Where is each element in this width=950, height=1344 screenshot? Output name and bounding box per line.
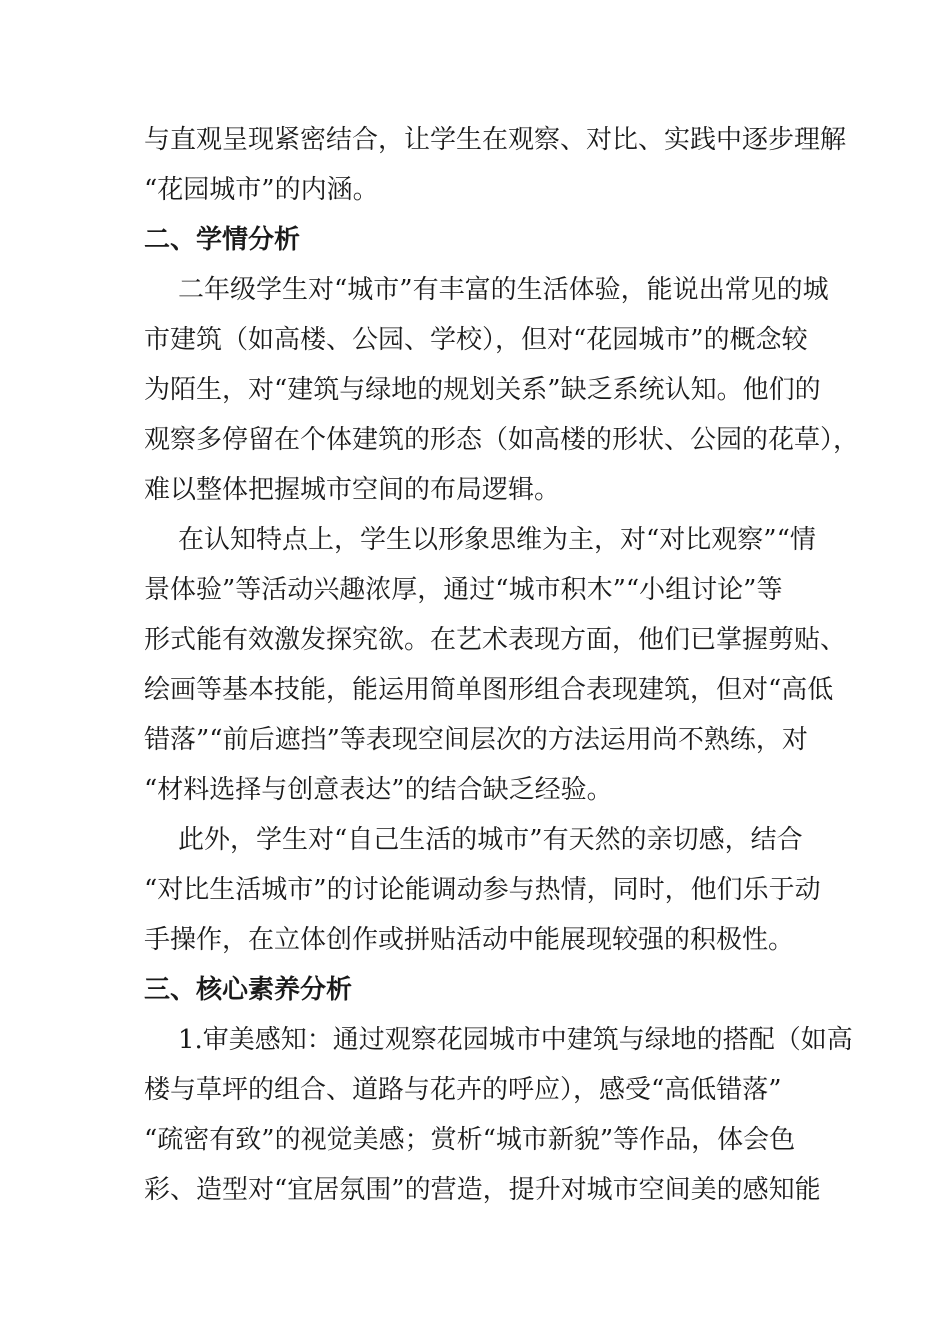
paragraph-line: 二年级学生对“城市”有丰富的生活体验，能说出常见的城 xyxy=(178,275,829,305)
paragraph-line: “材料选择与创意表达”的结合缺乏经验。 xyxy=(144,775,613,805)
paragraph-line: “对比生活城市”的讨论能调动参与热情，同时，他们乐于动 xyxy=(144,875,821,905)
paragraph-line: 在认知特点上，学生以形象思维为主，对“对比观察”“情 xyxy=(178,525,816,555)
paragraph-line: 手操作，在立体创作或拼贴活动中能展现较强的积极性。 xyxy=(144,925,795,955)
paragraph-line: 难以整体把握城市空间的布局逻辑。 xyxy=(144,475,561,505)
section-heading-core-literacy: 三、核心素养分析 xyxy=(144,975,353,1005)
paragraph-line: 为陌生，对“建筑与绿地的规划关系”缺乏系统认知。他们的 xyxy=(144,375,821,405)
paragraph-line: 形式能有效激发探究欲。在艺术表现方面，他们已掌握剪贴、 xyxy=(144,625,847,655)
paragraph-line: 彩、造型对“宜居氛围”的营造，提升对城市空间美的感知能 xyxy=(144,1175,821,1205)
intro-line-1: 与直观呈现紧密结合，让学生在观察、对比、实践中逐步理解 xyxy=(144,125,847,155)
paragraph-line: “疏密有致”的视觉美感；赏析“城市新貌”等作品，体会色 xyxy=(144,1125,796,1155)
paragraph-line: 楼与草坪的组合、道路与花卉的呼应），感受“高低错落” xyxy=(144,1075,782,1105)
paragraph-line: 景体验”等活动兴趣浓厚，通过“城市积木”“小组讨论”等 xyxy=(144,575,783,605)
intro-line-2: “花园城市”的内涵。 xyxy=(144,175,379,205)
paragraph-line: 观察多停留在个体建筑的形态（如高楼的形状、公园的花草）， xyxy=(144,425,860,455)
paragraph-line: 市建筑（如高楼、公园、学校），但对“花园城市”的概念较 xyxy=(144,325,808,355)
section-heading-learning-analysis: 二、学情分析 xyxy=(144,225,301,255)
paragraph-line: 此外，学生对“自己生活的城市”有天然的亲切感，结合 xyxy=(178,825,803,855)
paragraph-line: 错落”“前后遮挡”等表现空间层次的方法运用尚不熟练，对 xyxy=(144,725,808,755)
paragraph-line: 1.审美感知：通过观察花园城市中建筑与绿地的搭配（如高 xyxy=(178,1025,853,1055)
paragraph-line: 绘画等基本技能，能运用简单图形组合表现建筑，但对“高低 xyxy=(144,675,834,705)
